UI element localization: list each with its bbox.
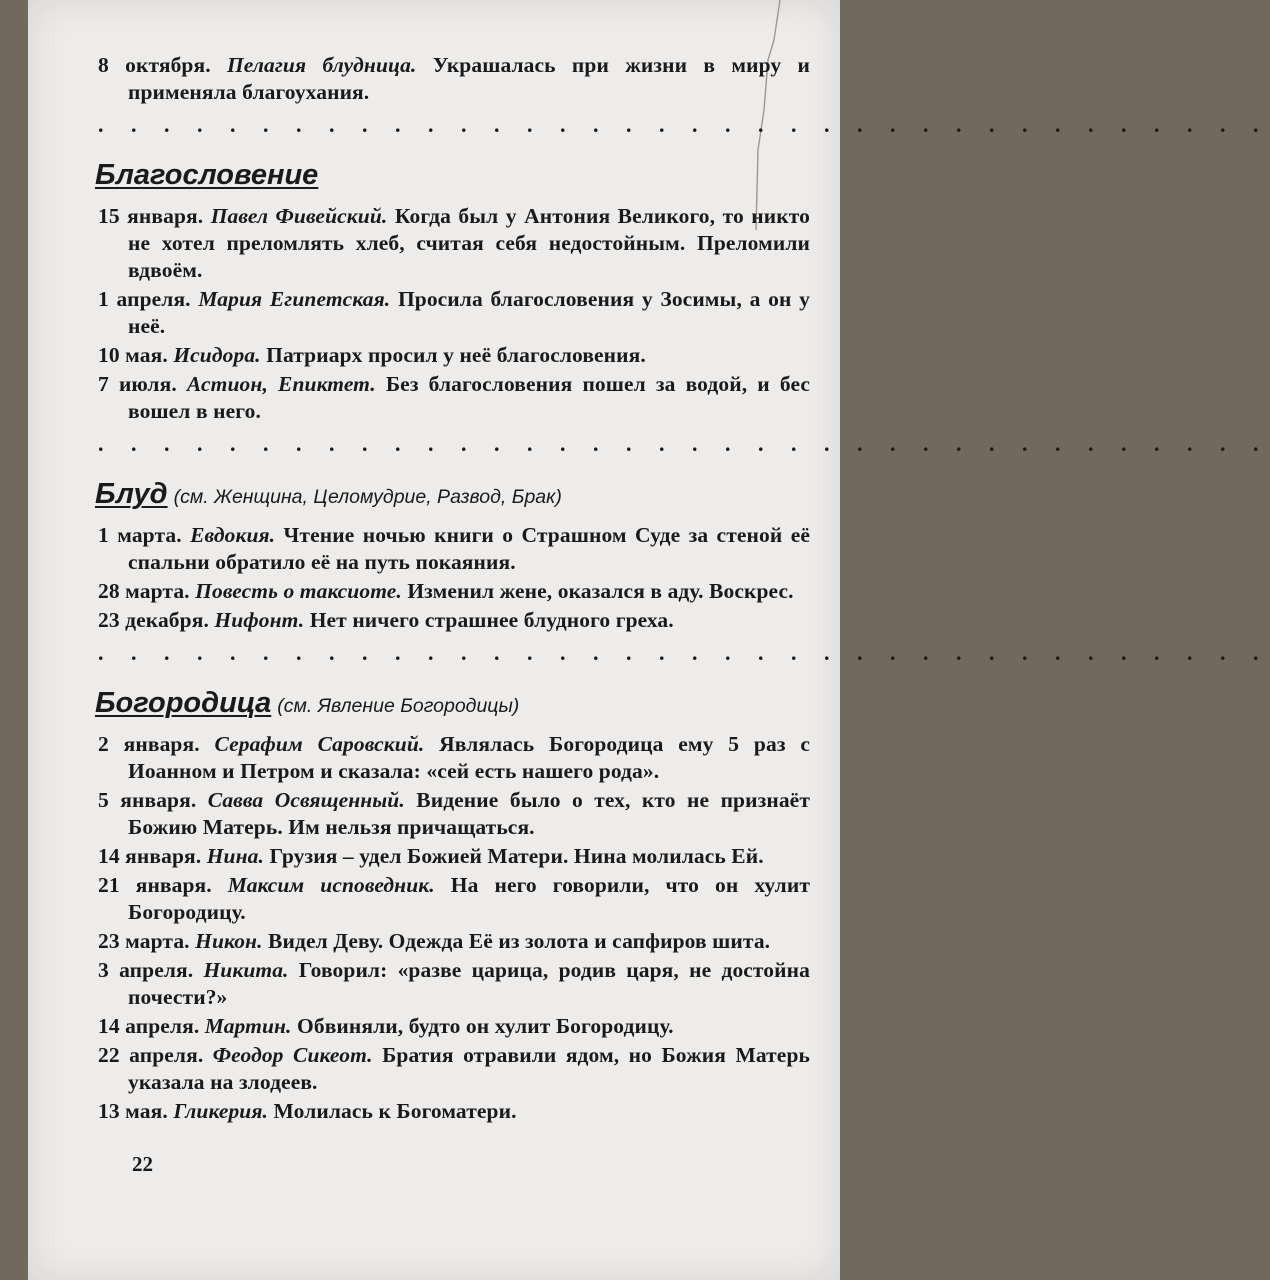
entry: [98, 342, 810, 369]
entry-text: Видение было о тех, кто не признаёт Божию Матерь. Им нельзя причащаться.: [128, 788, 810, 839]
entry-date: 21 января.: [98, 873, 212, 897]
entry-saint: Феодор Сикеот.: [212, 1043, 373, 1067]
entry-date: 23 марта.: [98, 929, 190, 953]
entry-saint: Серафим Саровский.: [214, 732, 425, 756]
entry-text: Являлась Богородица ему 5 раз с Иоанном и Петром и сказала: «сей есть нашего рода».: [128, 732, 810, 783]
entry-saint: Гликерия.: [173, 1099, 269, 1123]
entry-saint: Павел Фивейский.: [210, 204, 388, 228]
entry-text: На него говорили, что он хулит Богородицу.: [128, 873, 810, 924]
page-number: 22: [132, 1152, 153, 1176]
entry-saint: Нифонт.: [214, 608, 305, 632]
entry-date: 8 октября.: [98, 53, 211, 77]
entry: [98, 731, 810, 785]
entry-saint: Никон.: [195, 929, 263, 953]
entry-text: Говорил: «разве царица, родив царя, не достойна почести?»: [128, 958, 810, 1009]
entry: [98, 872, 810, 926]
entry-text: Нет ничего страшнее блудного греха.: [309, 608, 674, 632]
entry: [98, 928, 810, 955]
entry-text: Просила благословения у Зосимы, а он у неё.: [128, 287, 810, 338]
entry-saint: Максим исповедник.: [227, 873, 435, 897]
entry-text: Чтение ночью книги о Страшном Суде за стеной её спальни обратило её на путь покаяния.: [128, 523, 810, 574]
entry-text: Видел Деву. Одежда Её из золота и сапфиров шита.: [268, 929, 771, 953]
entry-text: Когда был у Антония Великого, то никто не хотел преломлять хлеб, считая себя недостойным. Преломили вдвоём.: [128, 204, 810, 282]
entry-text: Изменил жене, оказался в аду. Воскрес.: [407, 579, 794, 603]
entry: [98, 957, 810, 1011]
entry-saint: Мария Египетская.: [198, 287, 391, 311]
entry-text: Грузия – удел Божией Матери. Нина молилась Ей.: [269, 844, 764, 868]
separator-dots: . . . . . . . . . . . . . . . . . . . . . . . . . . . . . . . . . . . .: [98, 640, 1270, 665]
entry-date: 7 июля.: [98, 372, 177, 396]
entry-date: 2 января.: [98, 732, 200, 756]
entry-saint: Савва Освященный.: [207, 788, 405, 812]
entry-date: 10 мая.: [98, 343, 168, 367]
entry-saint: Пелагия блудница.: [226, 53, 417, 77]
entry-date: 13 мая.: [98, 1099, 168, 1123]
entry: [98, 843, 810, 870]
section-heading: [95, 686, 810, 725]
entry-saint: Мартин.: [204, 1014, 292, 1038]
entry: [98, 52, 810, 106]
entry: [98, 371, 810, 425]
section-heading: [95, 158, 810, 197]
section-see-also: (см. Женщина, Целомудрие, Развод, Брак): [173, 486, 562, 508]
entry-text: Молилась к Богоматери.: [273, 1099, 517, 1123]
section-title: Блуд: [95, 478, 168, 510]
entry-saint: Исидора.: [173, 343, 261, 367]
entry-text: Патриарх просил у неё благословения.: [266, 343, 646, 367]
entry-saint: Астион, Епиктет.: [186, 372, 376, 396]
entry-text: Братия отравили ядом, но Божия Матерь указала на злодеев.: [128, 1043, 810, 1094]
entry: [98, 578, 810, 605]
entry-date: 23 декабря.: [98, 608, 209, 632]
entry-saint: Евдокия.: [190, 523, 276, 547]
entry-date: 1 марта.: [98, 523, 182, 547]
section-title: Благословение: [95, 159, 319, 191]
entry: [98, 607, 810, 634]
page-content: [95, 52, 1270, 1125]
entry-text: Украшалась при жизни в миру и применяла благоухания.: [128, 53, 811, 104]
entry-saint: Никита.: [203, 958, 289, 982]
entry-date: 1 апреля.: [98, 287, 191, 311]
entry-date: 22 апреля.: [98, 1043, 204, 1067]
entry: [98, 1098, 810, 1125]
section-heading: [95, 477, 810, 516]
entry-date: 3 апреля.: [98, 958, 194, 982]
entry-date: 14 апреля.: [98, 1014, 200, 1038]
entry-saint: Нина.: [206, 844, 264, 868]
entry: [98, 522, 810, 576]
entry-date: 5 января.: [98, 788, 197, 812]
separator-dots: . . . . . . . . . . . . . . . . . . . . . . . . . . . . . . . . . . . .: [98, 431, 1270, 456]
entry-date: 14 января.: [98, 844, 202, 868]
entry: [98, 787, 810, 841]
entry: [98, 203, 810, 284]
entry: [98, 286, 810, 340]
section-title: Богородица: [95, 687, 272, 719]
entry-date: 28 марта.: [98, 579, 190, 603]
separator-dots: . . . . . . . . . . . . . . . . . . . . . . . . . . . . . . . . . . . .: [98, 112, 1270, 137]
book-page: [28, 0, 1270, 1280]
entry-text: Без благословения пошел за водой, и бес вошел в него.: [128, 372, 811, 423]
entry: [98, 1013, 810, 1040]
entry-saint: Повесть о таксиоте.: [195, 579, 402, 603]
section-see-also: (см. Явление Богородицы): [277, 695, 520, 717]
entry-text: Обвиняли, будто он хулит Богородицу.: [297, 1014, 674, 1038]
entry: [98, 1042, 810, 1096]
entry-date: 15 января.: [98, 204, 204, 228]
